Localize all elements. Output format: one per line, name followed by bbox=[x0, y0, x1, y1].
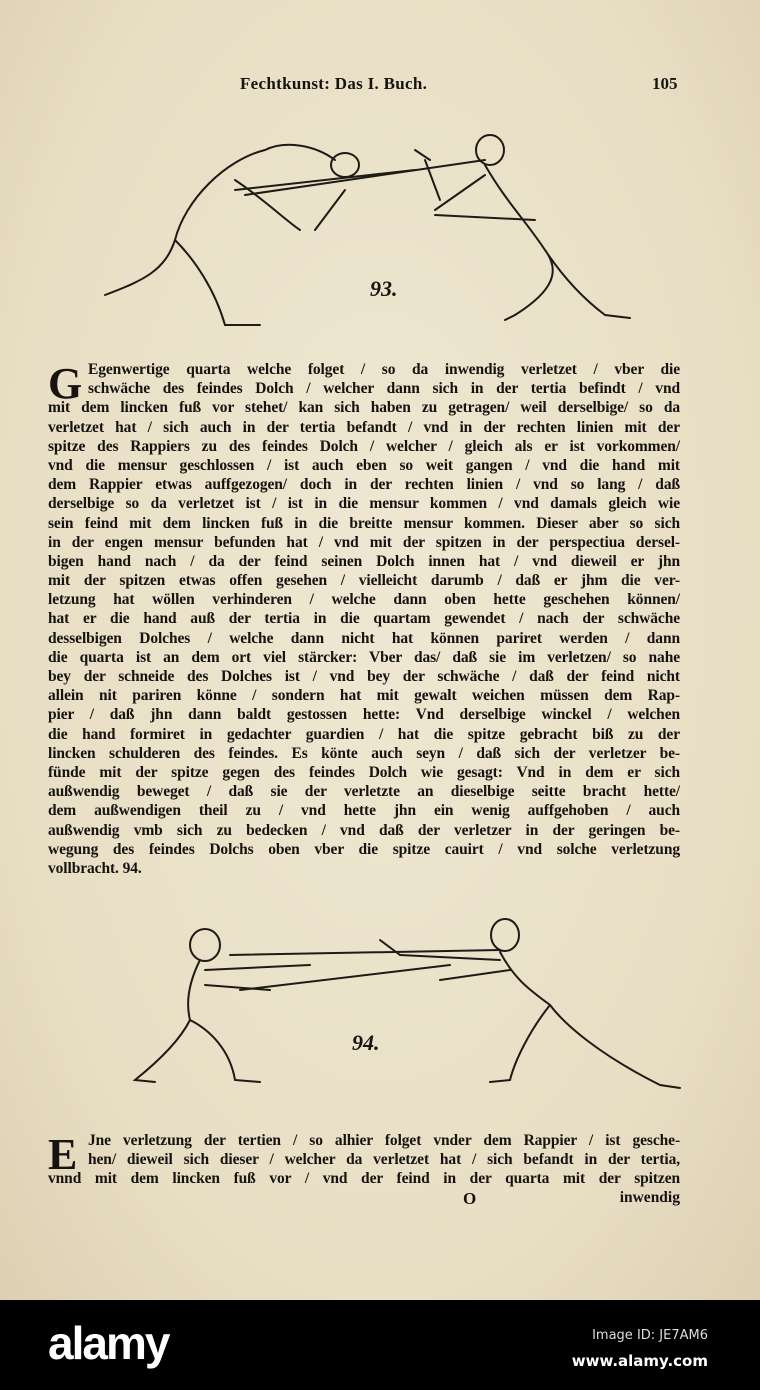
text-line: die quarta ist an dem ort viel stärcker: Vber das/ daß sie im verletzen/ so nahe bbox=[48, 648, 680, 666]
text-line: letzung hat wöllen verhinderen / welche dann oben hette geschehen können/ bbox=[48, 591, 680, 609]
paragraph-2 bbox=[48, 1131, 680, 1209]
text-line: dem außwendigen theil zu / vnd hette jhn ein wenig auffgehoben / auch bbox=[48, 802, 680, 820]
dropcap-g: G bbox=[48, 359, 83, 408]
text-line: außwendig vmb sich zu bedecken / vnd daß der verletzer in der geringen be- bbox=[48, 821, 680, 839]
text-line: derselbige so da verletzet ist / ist in die mensur kommen / vnd damals gleich wie bbox=[48, 495, 680, 513]
text-line: bigen hand nach / da der feind seinen Dolch innen hat / vnd dieweil er jhn bbox=[48, 552, 680, 570]
page-number: 105 bbox=[652, 74, 678, 93]
text-line: allein nit pariren könne / sondern hat mit gewalt weichen müssen dem Rap- bbox=[48, 687, 680, 705]
text-line: schwäche des feindes Dolch / welcher dann sich in der tertia befindt / vnd bbox=[88, 380, 680, 398]
text-line: hat er die hand auß der tertia in die quartam gewendet / nach der schwäche bbox=[48, 610, 680, 628]
text-line: spitze des Rappiers zu des feindes Dolch / welcher / gleich als er ist vorkommen/ bbox=[48, 437, 680, 455]
text-line: verletzet hat / sich auch in der tertia befandt / vnd in der rechten linien mit der bbox=[48, 418, 680, 436]
text-line: hen/ dieweil sich dieser / welcher da verletzet hat / sich befandt in der tertia, bbox=[88, 1151, 680, 1169]
text-line: mit dem lincken fuß vor stehet/ kan sich haben zu getragen/ weil derselbige/ so da bbox=[48, 399, 680, 417]
text-line: mit der spitzen etwas offen gesehen / vielleicht darumb / daß er jhm die ver- bbox=[48, 572, 680, 590]
figure-label-94: 94. bbox=[352, 1030, 380, 1055]
text-line: vnd die mensur geschlossen / ist auch eben so weit gangen / vnd die hand mit bbox=[48, 456, 680, 474]
text-line: desselbigen Dolches / welche dann nicht hat können pariret werden / dann bbox=[48, 629, 680, 647]
text-line: sein feind mit dem lincken fuß in die breitte mensur kommen. Dieser aber so sich bbox=[48, 514, 680, 532]
text-line: in der engen mensur befunden hat / vnd mit der spitzen in der perspectiua dersel- bbox=[48, 533, 680, 551]
text-line: die hand formiret in gedachter guardien / hat die spitze gebracht biß zu der bbox=[48, 725, 680, 743]
text-line: Egenwertige quarta welche folget / so da inwendig verletzet / vber die bbox=[88, 361, 680, 378]
text-line: lincken schulderen des feindes. Es könte auch seyn / daß sich der verletzer be- bbox=[48, 744, 680, 762]
text-line: wegung des feindes Dolchs oben vber die spitze cauirt / vnd solche verletzung bbox=[48, 840, 680, 858]
alamy-logo: alamy bbox=[48, 1317, 169, 1369]
text-line: außwendig beweget / daß sie der verletzte an dieselbige seitte bracht hette/ bbox=[48, 783, 680, 801]
dropcap-e: E bbox=[48, 1130, 78, 1179]
text-line: vollbracht. 94. bbox=[48, 859, 142, 877]
woodcut-figure-93 bbox=[85, 120, 655, 335]
paragraph-1 bbox=[48, 360, 680, 878]
text-line: bey der schneide des Dolches ist / vnd bey der schwäche / daß der feind nicht bbox=[48, 668, 680, 685]
figure-label-93: 93. bbox=[370, 276, 398, 301]
catchword: inwendig bbox=[619, 1188, 680, 1206]
watermark-bar bbox=[0, 1300, 760, 1390]
text-line: Jne verletzung der tertien / so alhier folget vnder dem Rappier / ist gesche- bbox=[88, 1132, 680, 1149]
text-line: dem Rappier etwas auffgezogen/ doch in der rechten linien / vnd so lang / daß bbox=[48, 476, 680, 494]
text-line: vnnd mit dem lincken fuß vor / vnd der feind in der quarta mit der spitzen bbox=[48, 1170, 680, 1188]
image-id: Image ID: JE7AM6 bbox=[592, 1328, 708, 1343]
woodcut-figure-94 bbox=[120, 910, 690, 1100]
running-title: Fechtkunst: Das I. Buch. bbox=[240, 74, 428, 93]
signature-mark: O bbox=[463, 1188, 477, 1208]
text-line: fünde mit der spitze gegen des feindes Dolch wie gesagt: Vnd in dem er sich bbox=[48, 763, 680, 781]
text-line: pier / daß jhn dann baldt gestossen hette: Vnd derselbige winckel / welchen bbox=[48, 706, 680, 724]
watermark-url: www.alamy.com bbox=[571, 1352, 708, 1370]
